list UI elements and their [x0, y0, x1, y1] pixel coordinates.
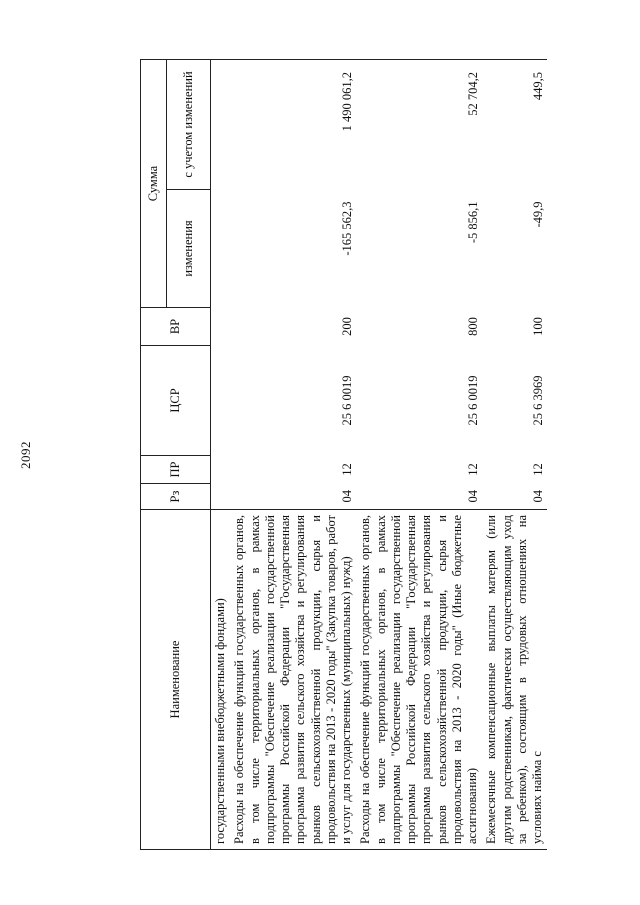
- row-name: Ежемесячные компенсационные выплаты матерям (или другим родственникам, фактически осуществляющим уход за ребенком), состоящим в трудовых отношениях на условиях найма с: [482, 510, 547, 850]
- row-total: 52 704,2: [356, 60, 482, 190]
- row-csr: 25 6 0019: [466, 375, 480, 426]
- row-csr: 25 6 3969: [531, 375, 545, 426]
- row-change: -165 562,3: [340, 201, 354, 256]
- table-row: [356, 60, 482, 850]
- row-name: Расходы на обеспечение функций государственных органов, в том числе территориальных органов, в рамках подпрограммы "Обеспечение реализации государственной программы Российской Федерации "Государственная программа развития сельского хозяйства и регулирования рынков сельскохозяйственной продукции, сырья и продовольствия на 2013 - 2020 годы" (Закупка товаров, работ и услуг для государственных (муниципальных) нужд): [230, 510, 356, 850]
- table-header: [141, 60, 211, 850]
- row-vr: [211, 308, 231, 346]
- row-rz: 04: [531, 490, 545, 503]
- header-with-changes: с учетом изменений: [167, 60, 211, 190]
- row-rz: 04: [340, 490, 354, 503]
- table-row: [230, 60, 356, 850]
- header-csr: ЦСР: [141, 346, 211, 456]
- row-total: 449,5: [482, 60, 547, 190]
- rotated-content: [18, 60, 590, 850]
- header-change: изменения: [167, 190, 211, 308]
- table-row: [482, 60, 547, 850]
- row-rz: [211, 484, 231, 510]
- header-sum: Сумма: [141, 60, 167, 308]
- row-change: [211, 190, 231, 308]
- header-vr: ВР: [141, 308, 211, 346]
- row-vr: 800: [466, 317, 480, 336]
- table-row: [211, 60, 231, 850]
- header-rz: Рз: [141, 484, 211, 510]
- row-vr: 200: [340, 317, 354, 336]
- table-body: [211, 60, 548, 850]
- header-name: Наименование: [141, 510, 211, 850]
- row-name: Расходы на обеспечение функций государственных органов, в том числе территориальных органов, в рамках подпрограммы "Обеспечение реализации государственной программы Российской Федерации "Государственная программа развития сельского хозяйства и регулирования рынков сельскохозяйственной продукции, сырья и продовольствия на 2013 - 2020 годы" (Иные бюджетные ассигнования): [356, 510, 482, 850]
- row-total: [211, 60, 231, 190]
- row-change: -49,9: [531, 201, 545, 228]
- row-name: государственными внебюджетными фондами): [211, 510, 231, 850]
- header-pr: ПР: [141, 456, 211, 484]
- budget-table: [140, 59, 547, 850]
- row-pr: 12: [466, 463, 480, 476]
- row-pr: 12: [531, 463, 545, 476]
- row-total: 1 490 061,2: [230, 60, 356, 190]
- row-pr: [211, 456, 231, 484]
- row-change: -5 856,1: [466, 201, 480, 244]
- row-vr: 100: [531, 317, 545, 336]
- page-number: 2092: [18, 441, 33, 469]
- row-rz: 04: [466, 490, 480, 503]
- row-csr: 25 6 0019: [340, 375, 354, 426]
- row-pr: 12: [340, 463, 354, 476]
- row-csr: [211, 346, 231, 456]
